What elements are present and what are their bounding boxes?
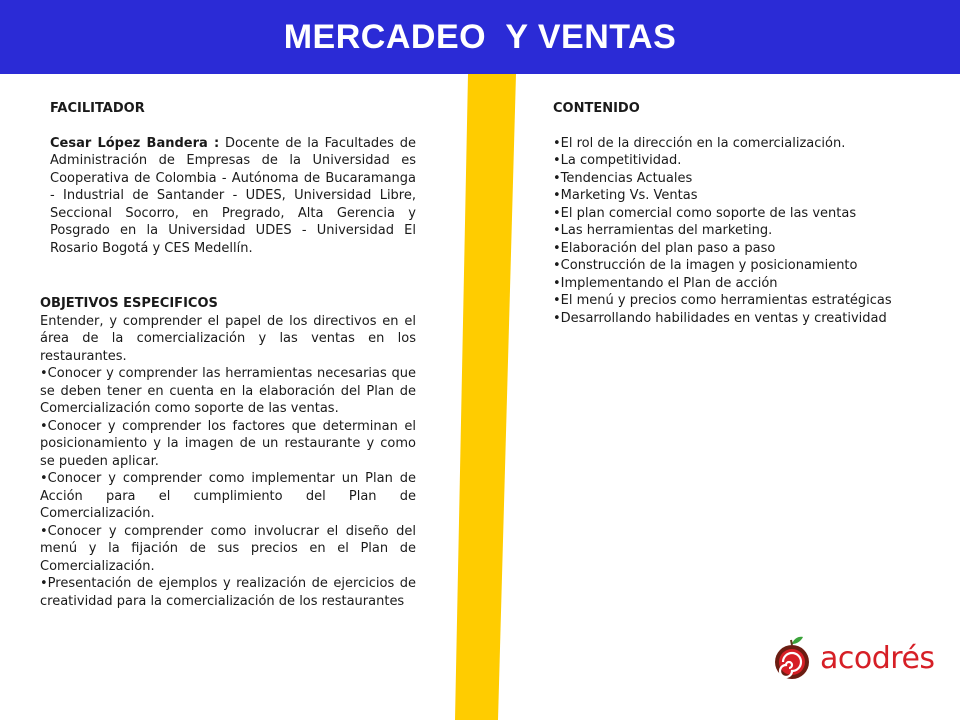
acodres-swirl-logo-icon (772, 635, 812, 681)
content-item: •El plan comercial como soporte de las ventas (553, 205, 857, 221)
content-section (553, 100, 913, 327)
objective-item: •Conocer y comprender los factores que determinan el posicionamiento y la imagen de un restaurante y como se pueden aplicar. (40, 418, 416, 469)
facilitator-name: Cesar López Bandera : (50, 135, 220, 151)
facilitator-section (50, 100, 416, 257)
content-item: •Construcción de la imagen y posicionamiento (553, 258, 858, 273)
content-list (553, 135, 913, 328)
objective-item: •Conocer y comprender las herramientas necesarias que se deben tener en cuenta en la elaboración del Plan de Comercialización como soporte de las ventas. (40, 366, 416, 416)
content-item: •Las herramientas del marketing. (553, 223, 773, 238)
facilitator-bio (50, 135, 416, 258)
objective-item: Entender, y comprender el papel de los directivos en el área de la comercialización y las ventas en los restaurantes. (40, 313, 416, 364)
content-item: •El rol de la dirección en la comercialización. (553, 135, 846, 151)
content-item: •Implementando el Plan de acción (553, 275, 778, 291)
objectives-label: OBJETIVOS ESPECIFICOS (40, 296, 218, 311)
logo-text: acodrés (820, 640, 935, 676)
objective-item: •Conocer y comprender como involucrar el diseño del menú y la fijación de sus precios en el Plan de Comercialización. (40, 523, 416, 574)
title-banner (0, 0, 960, 74)
facilitator-bio-text: Docente de la Facultades de Administración de Empresas de la Universidad es Cooperativa de Colombia - Autónoma de Bucaramanga - Industrial de Santander - UDES, Universidad Libre, Seccional Socorro, en Pregrado, Alta Gerencia y Posgrado en la Universidad UDES - Universidad El Rosario Bogotá y CES Medellín. (50, 135, 416, 256)
content-label: CONTENIDO (553, 101, 640, 116)
content-item: •Elaboración del plan paso a paso (553, 240, 776, 256)
content-item: •Marketing Vs. Ventas (553, 188, 698, 203)
page-title: MERCADEO Y VENTAS (283, 17, 677, 56)
content-item: •Tendencias Actuales (553, 170, 693, 186)
acodres-logo (772, 633, 944, 683)
content-item: •Desarrollando habilidades en ventas y creatividad (553, 310, 887, 326)
objective-item: •Presentación de ejemplos y realización de ejercicios de creatividad para la comercialización de los restaurantes (40, 576, 416, 609)
content-item: •El menú y precios como herramientas estratégicas (553, 293, 892, 308)
objective-item: •Conocer y comprender como implementar un Plan de Acción para el cumplimiento del Plan de Comercialización. (40, 471, 416, 521)
facilitator-label: FACILITADOR (50, 101, 145, 116)
objectives-section (40, 295, 416, 610)
content-item: •La competitividad. (553, 153, 682, 168)
